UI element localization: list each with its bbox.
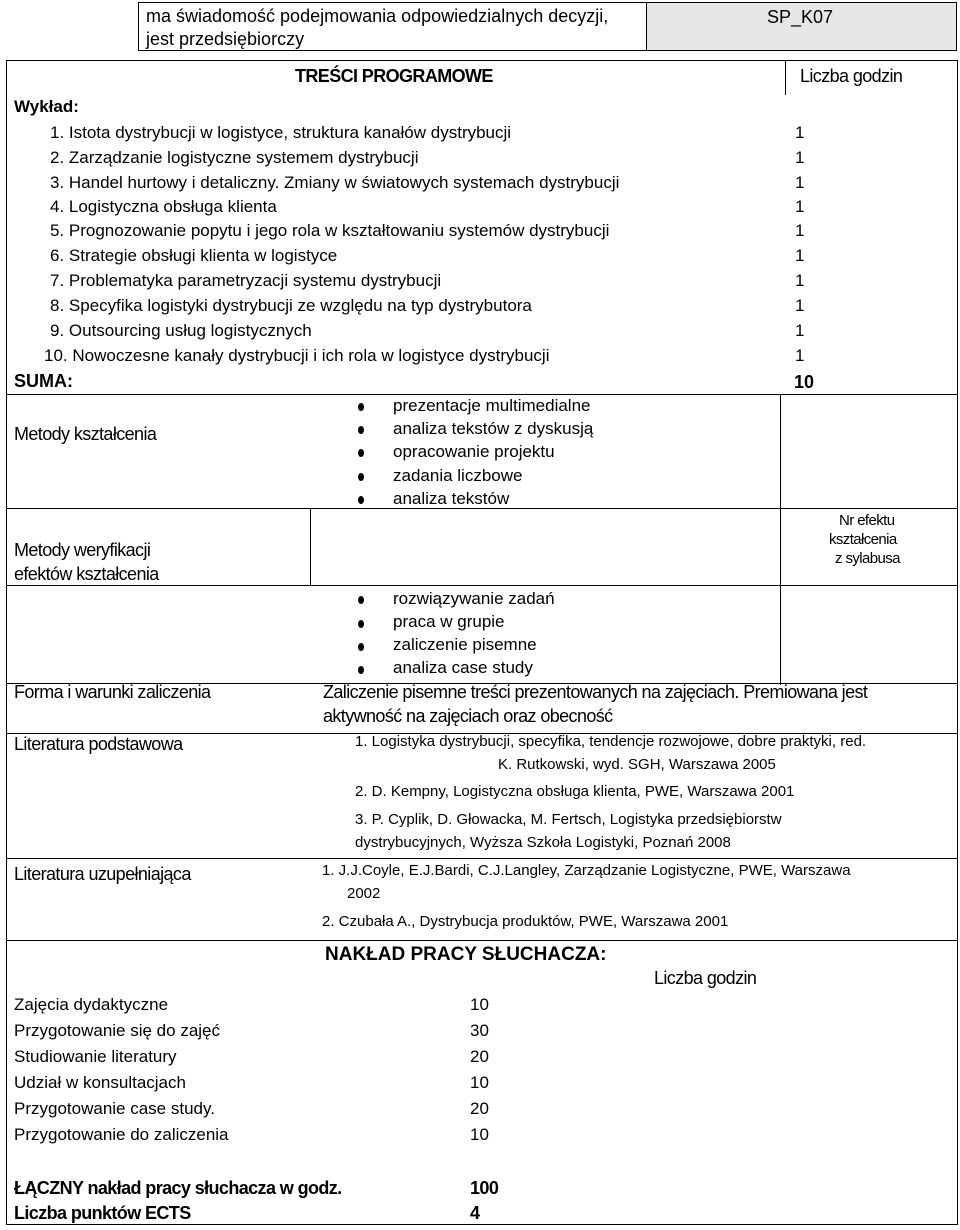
program-title: TREŚCI PROGRAMOWE [295, 66, 493, 86]
bullet-icon [358, 403, 364, 411]
list-item: analiza tekstów z dyskusją [393, 419, 594, 438]
workload-row-label: Przygotowanie case study. [14, 1099, 215, 1118]
list-item: 4. Logistyczna obsługa klienta [50, 197, 277, 216]
list-item-hours: 1 [795, 321, 805, 340]
program-hours-header: Liczba godzin [800, 66, 903, 86]
list-item-hours: 1 [795, 296, 805, 315]
list-item-hours: 1 [795, 246, 805, 265]
effect-description-line2: jest przedsiębiorczy [146, 29, 305, 49]
literature-item-continuation: dystrybucyjnych, Wyższa Szkoła Logistyki, Poznań 2008 [355, 834, 731, 851]
verification-label-line1: Metody weryfikacji [14, 540, 151, 560]
lecture-label: Wykład: [14, 97, 79, 116]
workload-row-value: 10 [470, 1073, 489, 1092]
list-item: 5. Prognozowanie popytu i jego rola w kształtowaniu systemów dystrybucji [50, 221, 610, 240]
list-item: 6. Strategie obsługi klienta w logistyce [50, 246, 338, 265]
effect-number-header-line3: z sylabusa [835, 550, 900, 567]
list-item: 7. Problematyka parametryzacji systemu dystrybucji [50, 271, 442, 290]
list-item-hours: 1 [795, 197, 805, 216]
list-item: zadania liczbowe [393, 466, 523, 485]
list-item: analiza tekstów [393, 489, 510, 508]
list-item: 9. Outsourcing usług logistycznych [50, 321, 312, 340]
workload-row-label: Przygotowanie do zaliczenia [14, 1125, 229, 1144]
assessment-label: Forma i warunki zaliczenia [14, 682, 211, 702]
effect-code: SP_K07 [767, 7, 834, 27]
literature-basic-label: Literatura podstawowa [14, 734, 183, 754]
workload-row-value: 20 [470, 1047, 489, 1066]
ects-value: 4 [470, 1203, 480, 1223]
list-item: opracowanie projektu [393, 442, 555, 461]
list-item: 2. Zarządzanie logistyczne systemem dystrybucji [50, 148, 419, 167]
list-item-hours: 1 [795, 271, 805, 290]
list-item: analiza case study [393, 658, 533, 677]
list-item: 3. Handel hurtowy i detaliczny. Zmiany w światowych systemach dystrybucji [50, 173, 620, 192]
bullet-icon [358, 643, 364, 651]
literature-item-continuation: 2002 [347, 885, 381, 902]
workload-row-label: Udział w konsultacjach [14, 1073, 186, 1092]
sum-label: SUMA: [14, 371, 73, 391]
effect-number-header-line1: Nr efektu [839, 512, 895, 529]
list-item-hours: 1 [795, 346, 805, 365]
verification-label-line2: efektów kształcenia [14, 564, 159, 584]
bullet-icon [358, 496, 364, 504]
literature-item: 1. Logistyka dystrybucji, specyfika, tendencje rozwojowe, dobre praktyki, red. [355, 733, 867, 750]
list-item: zaliczenie pisemne [393, 635, 537, 654]
list-item: praca w grupie [393, 612, 505, 631]
workload-hours-header: Liczba godzin [654, 968, 757, 988]
literature-item: 3. P. Cyplik, D. Głowacka, M. Fertsch, Logistyka przedsiębiorstw [355, 811, 782, 828]
list-item: 8. Specyfika logistyki dystrybucji ze względu na typ dystrybutora [50, 296, 532, 315]
literature-item: 2. D. Kempny, Logistyczna obsługa klienta, PWE, Warszawa 2001 [355, 783, 795, 800]
bullet-icon [358, 666, 364, 674]
workload-row-value: 10 [470, 995, 489, 1014]
list-item: rozwiązywanie zadań [393, 589, 555, 608]
workload-title: NAKŁAD PRACY SŁUCHACZA: [325, 944, 607, 965]
workload-row-label: Zajęcia dydaktyczne [14, 995, 169, 1014]
workload-row-value: 20 [470, 1099, 489, 1118]
literature-item-continuation: K. Rutkowski, wyd. SGH, Warszawa 2005 [498, 756, 776, 773]
literature-item: 1. J.J.Coyle, E.J.Bardi, C.J.Langley, Zarządzanie Logistyczne, PWE, Warszawa [322, 862, 851, 879]
workload-row-label: Przygotowanie się do zajęć [14, 1021, 221, 1040]
bullet-icon [358, 620, 364, 628]
effect-description-line1: ma świadomość podejmowania odpowiedzialnych decyzji, [146, 6, 609, 26]
methods-label: Metody kształcenia [14, 424, 157, 444]
literature-supp-label: Literatura uzupełniająca [14, 864, 191, 884]
bullet-icon [358, 426, 364, 434]
list-item-hours: 1 [795, 148, 805, 167]
bullet-icon [358, 473, 364, 481]
assessment-text-line1: Zaliczenie pisemne treści prezentowanych na zajęciach. Premiowana jest [323, 682, 868, 702]
effect-number-header-line2: kształcenia [829, 531, 897, 548]
list-item: prezentacje multimedialne [393, 396, 591, 415]
list-item-hours: 1 [795, 173, 805, 192]
list-item: 1. Istota dystrybucji w logistyce, struktura kanałów dystrybucji [50, 123, 512, 142]
total-workload-value: 100 [470, 1178, 499, 1198]
ects-label: Liczba punktów ECTS [14, 1203, 191, 1223]
list-item-hours: 1 [795, 221, 805, 240]
sum-value: 10 [794, 372, 815, 392]
bullet-icon [358, 449, 364, 457]
bullet-icon [358, 596, 364, 604]
list-item-hours: 1 [795, 123, 805, 142]
assessment-text-line2: aktywność na zajęciach oraz obecność [323, 706, 613, 726]
list-item: 10. Nowoczesne kanały dystrybucji i ich rola w logistyce dystrybucji [44, 346, 550, 365]
literature-item: 2. Czubała A., Dystrybucja produktów, PWE, Warszawa 2001 [322, 913, 729, 930]
workload-row-value: 30 [470, 1021, 489, 1040]
workload-row-label: Studiowanie literatury [14, 1047, 177, 1066]
total-workload-label: ŁĄCZNY nakład pracy słuchacza w godz. [14, 1178, 342, 1198]
workload-row-value: 10 [470, 1125, 489, 1144]
